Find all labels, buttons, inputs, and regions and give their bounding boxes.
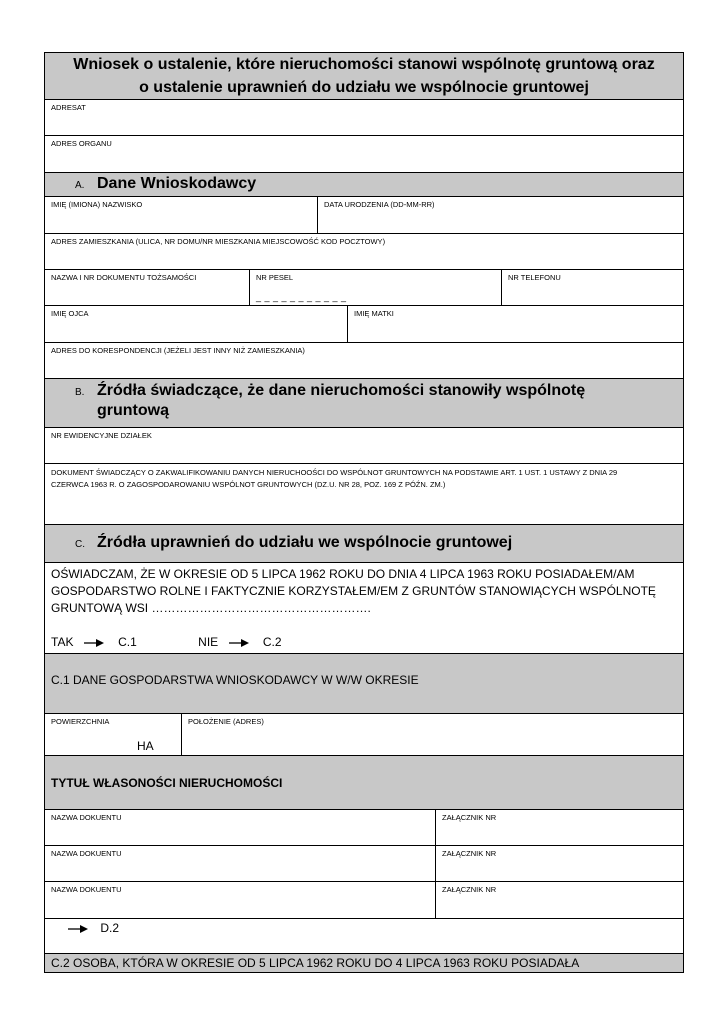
zalacznik-field[interactable]: [435, 882, 683, 918]
dokument-swiadczacy-field[interactable]: [44, 464, 684, 525]
imie-nazwisko-label: IMIĘ (IMIONA) NAZWISKO: [51, 200, 143, 209]
application-form: [44, 52, 684, 973]
d2-row: [44, 919, 684, 954]
imie-matki-field[interactable]: [347, 306, 683, 342]
nr-dzialek-field[interactable]: [44, 428, 684, 464]
imie-nazwisko-field[interactable]: [45, 197, 317, 233]
c1-reference: C.1: [118, 635, 137, 649]
dokument-tozsamosci-label: NAZWA I NR DOKUMENTU TOŻSAMOŚCI: [51, 273, 197, 282]
telefon-field[interactable]: [501, 270, 683, 305]
polozenie-field[interactable]: [181, 714, 683, 755]
polozenie-label: POŁOŻENIE (ADRES): [188, 717, 264, 726]
farm-data-row: [44, 714, 684, 756]
c1-header-text: C.1 DANE GOSPODARSTWA WNIOSKODAWCY W W/W OKRESIE: [51, 673, 419, 687]
section-b-letter: B.: [75, 387, 85, 398]
adresat-field[interactable]: [44, 100, 684, 136]
section-b-title-line-1: Źródła świadczące, że dane nieruchomości stanowiły wspólnotę: [97, 382, 586, 399]
data-urodzenia-label: DATA URODZENIA (DD-MM-RR): [324, 200, 435, 209]
adres-zamieszkania-field[interactable]: [44, 234, 684, 270]
zalacznik-label: ZAŁĄCZNIK NR: [442, 849, 497, 858]
nr-dzialek-label: NR EWIDENCYJNE DZIAŁEK: [51, 431, 152, 440]
nazwa-dokumentu-field[interactable]: [45, 846, 435, 881]
declaration-block: [44, 563, 684, 654]
title-line-2: o ustalenie uprawnień do udziału we wspólnocie gruntowej: [139, 79, 589, 96]
section-c-letter: C.: [75, 539, 85, 550]
section-c-title: Źródła uprawnień do udziału we wspólnocie gruntowej: [97, 534, 513, 551]
pesel-label: NR PESEL: [256, 273, 294, 282]
section-b-header: [44, 379, 684, 428]
declaration-line-3: GRUNTOWĄ WSI ……………………………………………….: [51, 601, 371, 615]
pesel-placeholder: _ _ _ _ _ _ _ _ _ _ _: [256, 292, 347, 302]
document-row: [44, 846, 684, 882]
nazwa-dokumentu-label: NAZWA DOKUENTU: [51, 849, 122, 858]
zalacznik-label: ZAŁĄCZNIK NR: [442, 813, 497, 822]
declaration-line-2: GOSPODARSTWO ROLNE I FAKTYCZNIE KORZYSTAŁEM/EM Z GRUNTÓW STANOWIĄCYCH WSPÓLNOTĘ: [51, 584, 656, 598]
powierzchnia-label: POWIERZCHNIA: [51, 717, 110, 726]
section-a-header: [44, 173, 684, 197]
section-b-title-line-2: gruntową: [97, 402, 169, 419]
zalacznik-field[interactable]: [435, 810, 683, 845]
d2-reference: D.2: [100, 921, 120, 935]
imie-ojca-field[interactable]: [45, 306, 347, 342]
telefon-label: NR TELEFONU: [508, 273, 561, 282]
section-c-header: [44, 525, 684, 563]
pesel-field[interactable]: [249, 270, 501, 305]
dokument-swiadczacy-line-2: CZERWCA 1963 R. O ZAGOSPODAROWANIU WSPÓLNOT GRUNTOWYCH (DZ.U. NR 28, POZ. 169 Z PÓŹN. ZM.): [51, 480, 446, 489]
nie-option[interactable]: NIE: [198, 635, 219, 649]
adresat-label: ADRESAT: [51, 103, 86, 112]
nazwa-dokumentu-field[interactable]: [45, 882, 435, 918]
dokument-tozsamosci-field[interactable]: [45, 270, 249, 305]
adres-organu-field[interactable]: [44, 136, 684, 173]
id-pesel-phone-row: [44, 270, 684, 306]
declaration-line-1: OŚWIADCZAM, ŻE W OKRESIE OD 5 LIPCA 1962 ROKU DO DNIA 4 LIPCA 1963 ROKU POSIADAŁEM/AM: [51, 567, 635, 581]
arrow-right-icon: [83, 638, 105, 648]
imie-ojca-label: IMIĘ OJCA: [51, 309, 89, 318]
adres-korespondencji-field[interactable]: [44, 343, 684, 379]
c2-reference: C.2: [262, 635, 282, 649]
arrow-right-icon: [67, 924, 89, 934]
document-row: [44, 882, 684, 919]
nazwa-dokumentu-label: NAZWA DOKUENTU: [51, 885, 122, 894]
c2-header: [44, 954, 684, 973]
tak-option[interactable]: TAK: [51, 635, 74, 649]
title-line-1: Wniosek o ustalenie, które nieruchomości stanowi wspólnotę gruntową oraz: [73, 56, 655, 73]
parents-row: [44, 306, 684, 343]
zalacznik-label: ZAŁĄCZNIK NR: [442, 885, 497, 894]
adres-organu-label: ADRES ORGANU: [51, 139, 112, 148]
nazwa-dokumentu-field[interactable]: [45, 810, 435, 845]
document-row: [44, 810, 684, 846]
dokument-swiadczacy-line-1: DOKUMENT ŚWIADCZĄCY O ZAKWALIFIKOWANIU DANYCH NIERUCHOOŚCI DO WSPÓLNOT GRUNTOWYCH NA PODSTAWIE ART. 1 UST. 1 USTAWY Z DNIA 29: [51, 468, 618, 477]
data-urodzenia-field[interactable]: [317, 197, 683, 233]
tytul-header: [44, 756, 684, 810]
nazwa-dokumentu-label: NAZWA DOKUENTU: [51, 813, 122, 822]
name-birth-row: [44, 197, 684, 234]
section-a-title: Dane Wnioskodawcy: [97, 175, 257, 192]
powierzchnia-field[interactable]: [45, 714, 181, 755]
c2-header-text: C.2 OSOBA, KTÓRA W OKRESIE OD 5 LIPCA 1962 ROKU DO 4 LIPCA 1963 ROKU POSIADAŁA: [51, 956, 580, 970]
form-title: [44, 52, 684, 100]
zalacznik-field[interactable]: [435, 846, 683, 881]
imie-matki-label: IMIĘ MATKI: [354, 309, 394, 318]
tytul-header-text: TYTUŁ WŁASONOŚCI NIERUCHOMOŚCI: [51, 776, 283, 790]
arrow-right-icon: [228, 638, 250, 648]
section-a-letter: A.: [75, 180, 85, 191]
adres-korespondencji-label: ADRES DO KORESPONDENCJI (JEŻELI JEST INNY NIŻ ZAMIESZKANIA): [51, 346, 305, 355]
adres-zamieszkania-label: ADRES ZAMIESZKANIA (ULICA, NR DOMU/NR MIESZKANIA MIEJSCOWOŚĆ KOD POCZTOWY): [51, 237, 386, 246]
c1-header: [44, 654, 684, 714]
ha-unit: HA: [137, 739, 154, 753]
